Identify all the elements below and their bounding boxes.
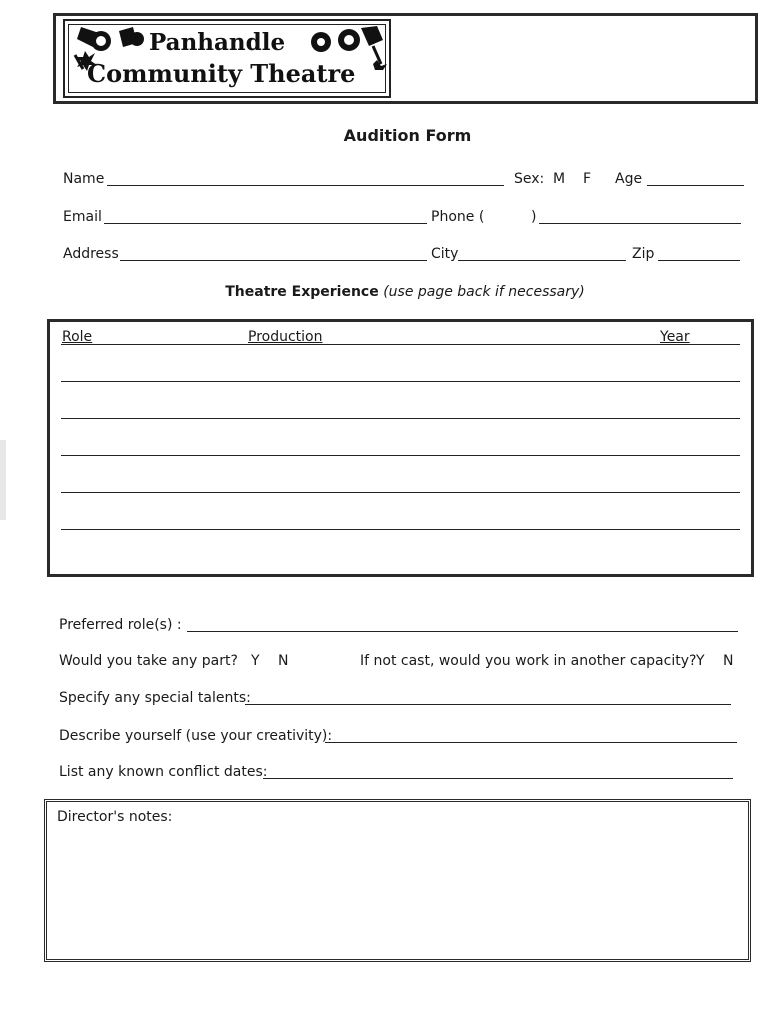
email-label: Email xyxy=(63,209,102,225)
experience-heading xyxy=(0,284,770,300)
experience-row-1[interactable] xyxy=(61,381,740,382)
experience-row-4[interactable] xyxy=(61,492,740,493)
other-capacity-question: If not cast, would you work in another capacity? xyxy=(360,653,697,669)
name-label: Name xyxy=(63,171,105,187)
other-capacity-no[interactable]: N xyxy=(723,653,734,669)
any-part-no[interactable]: N xyxy=(278,653,289,669)
address-label: Address xyxy=(63,246,119,262)
logo-text-line1: Panhandle xyxy=(149,29,286,56)
logo-text-line2: Community Theatre xyxy=(87,59,356,88)
experience-table xyxy=(47,319,754,577)
column-header-production: Production xyxy=(248,329,323,345)
sex-option-f[interactable]: F xyxy=(583,171,592,187)
any-part-question: Would you take any part? xyxy=(59,653,238,669)
special-talents-field[interactable] xyxy=(245,704,731,705)
describe-yourself-label: Describe yourself (use your creativity): xyxy=(59,728,333,744)
city-field[interactable] xyxy=(458,260,626,261)
any-part-yes[interactable]: Y xyxy=(251,653,260,669)
column-header-year: Year xyxy=(660,329,690,345)
describe-yourself-field[interactable] xyxy=(325,742,737,743)
sex-label: Sex: xyxy=(514,171,545,187)
phone-field[interactable] xyxy=(539,223,741,224)
email-field[interactable] xyxy=(104,223,427,224)
experience-row-3[interactable] xyxy=(61,455,740,456)
scan-edge-artifact xyxy=(0,440,6,520)
city-label: City xyxy=(431,246,459,262)
directors-notes-label: Director's notes: xyxy=(57,809,173,825)
preferred-roles-label: Preferred role(s) : xyxy=(59,617,182,633)
age-label: Age xyxy=(615,171,643,187)
phone-label: Phone ( xyxy=(431,209,485,225)
conflict-dates-label: List any known conflict dates: xyxy=(59,764,268,780)
experience-header-rule xyxy=(61,344,740,345)
special-talents-label: Specify any special talents: xyxy=(59,690,251,706)
zip-field[interactable] xyxy=(658,260,740,261)
other-capacity-yes[interactable]: Y xyxy=(696,653,705,669)
experience-row-5[interactable] xyxy=(61,529,740,530)
zip-label: Zip xyxy=(632,246,655,262)
theatre-logo xyxy=(63,19,391,98)
experience-heading-title: Theatre Experience xyxy=(225,284,379,300)
age-field[interactable] xyxy=(647,185,744,186)
sex-option-m[interactable]: M xyxy=(553,171,566,187)
experience-heading-note: (use page back if necessary) xyxy=(383,284,585,300)
column-header-role: Role xyxy=(62,329,93,345)
phone-area-close: ) xyxy=(531,209,537,225)
address-field[interactable] xyxy=(120,260,427,261)
page-title: Audition Form xyxy=(343,126,472,145)
conflict-dates-field[interactable] xyxy=(263,778,733,779)
preferred-roles-field[interactable] xyxy=(187,631,738,632)
name-field[interactable] xyxy=(107,185,504,186)
experience-row-2[interactable] xyxy=(61,418,740,419)
